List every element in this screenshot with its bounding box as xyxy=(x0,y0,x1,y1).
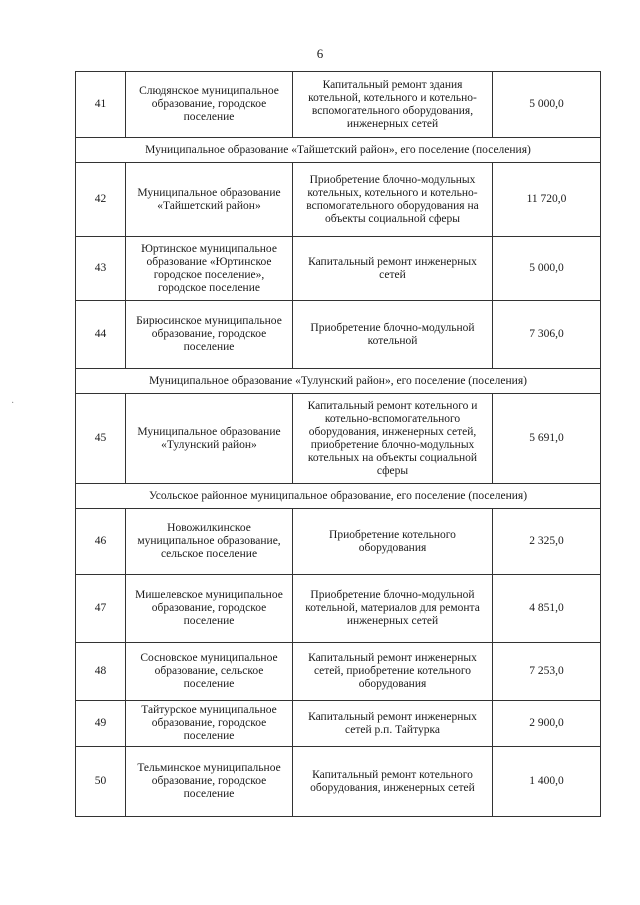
table-row xyxy=(76,747,601,817)
page-number: 6 xyxy=(316,46,324,61)
table-row xyxy=(76,394,601,484)
row-number: 45 xyxy=(76,394,126,484)
amount-value: 4 851,0 xyxy=(493,575,601,643)
amount-value: 7 306,0 xyxy=(493,301,601,369)
purpose-text: Капитальный ремонт инженерных сетей, приобретение котельного оборудования xyxy=(293,643,493,701)
purpose-text: Приобретение котельного оборудования xyxy=(293,509,493,575)
amount-value: 2 900,0 xyxy=(493,701,601,747)
amount-value: 5 000,0 xyxy=(493,237,601,301)
section-title: Муниципальное образование «Тайшетский район», его поселение (поселения) xyxy=(76,138,601,163)
section-title: Усольское районное муниципальное образование, его поселение (поселения) xyxy=(76,484,601,509)
amount-value: 1 400,0 xyxy=(493,747,601,817)
entity-name: Сосновское муниципальное образование, сельское поселение xyxy=(126,643,293,701)
purpose-text: Приобретение блочно-модульных котельных, котельного и котельно-вспомогательного оборудования на объекты социальной сферы xyxy=(293,163,493,237)
entity-name: Мишелевское муниципальное образование, городское поселение xyxy=(126,575,293,643)
row-number: 41 xyxy=(76,72,126,138)
entity-name: Муниципальное образование «Тайшетский район» xyxy=(126,163,293,237)
purpose-text: Капитальный ремонт инженерных сетей xyxy=(293,237,493,301)
entity-name: Новожилкинское муниципальное образование, сельское поселение xyxy=(126,509,293,575)
funding-table xyxy=(75,71,601,817)
row-number: 49 xyxy=(76,701,126,747)
table-body xyxy=(76,72,601,817)
table-row xyxy=(76,163,601,237)
purpose-text: Капитальный ремонт котельного оборудования, инженерных сетей xyxy=(293,747,493,817)
section-title: Муниципальное образование «Тулунский район», его поселение (поселения) xyxy=(76,369,601,394)
table-row xyxy=(76,643,601,701)
amount-value: 11 720,0 xyxy=(493,163,601,237)
entity-name: Юртинское муниципальное образование «Юртинское городское поселение», городское поселение xyxy=(126,237,293,301)
table-row xyxy=(76,701,601,747)
section-row xyxy=(76,138,601,163)
purpose-text: Капитальный ремонт котельного и котельно-вспомогательного оборудования, инженерных сетей, приобретение блочно-модульных котельных на объекты социальной сферы xyxy=(293,394,493,484)
row-number: 42 xyxy=(76,163,126,237)
entity-name: Слюдянское муниципальное образование, городское поселение xyxy=(126,72,293,138)
entity-name: Бирюсинское муниципальное образование, городское поселение xyxy=(126,301,293,369)
purpose-text: Приобретение блочно-модульной котельной xyxy=(293,301,493,369)
row-number: 46 xyxy=(76,509,126,575)
purpose-text: Приобретение блочно-модульной котельной, материалов для ремонта инженерных сетей xyxy=(293,575,493,643)
purpose-text: Капитальный ремонт здания котельной, котельного и котельно-вспомогательного оборудования, инженерных сетей xyxy=(293,72,493,138)
entity-name: Тайтурское муниципальное образование, городское поселение xyxy=(126,701,293,747)
table-row xyxy=(76,509,601,575)
table-row xyxy=(76,237,601,301)
amount-value: 2 325,0 xyxy=(493,509,601,575)
section-row xyxy=(76,484,601,509)
amount-value: 7 253,0 xyxy=(493,643,601,701)
entity-name: Тельминское муниципальное образование, городское поселение xyxy=(126,747,293,817)
margin-mark: · xyxy=(11,398,15,409)
table-row xyxy=(76,575,601,643)
amount-value: 5 691,0 xyxy=(493,394,601,484)
amount-value: 5 000,0 xyxy=(493,72,601,138)
table-row xyxy=(76,72,601,138)
row-number: 43 xyxy=(76,237,126,301)
purpose-text: Капитальный ремонт инженерных сетей р.п. Тайтурка xyxy=(293,701,493,747)
row-number: 50 xyxy=(76,747,126,817)
row-number: 47 xyxy=(76,575,126,643)
row-number: 44 xyxy=(76,301,126,369)
row-number: 48 xyxy=(76,643,126,701)
entity-name: Муниципальное образование «Тулунский район» xyxy=(126,394,293,484)
table-row xyxy=(76,301,601,369)
section-row xyxy=(76,369,601,394)
